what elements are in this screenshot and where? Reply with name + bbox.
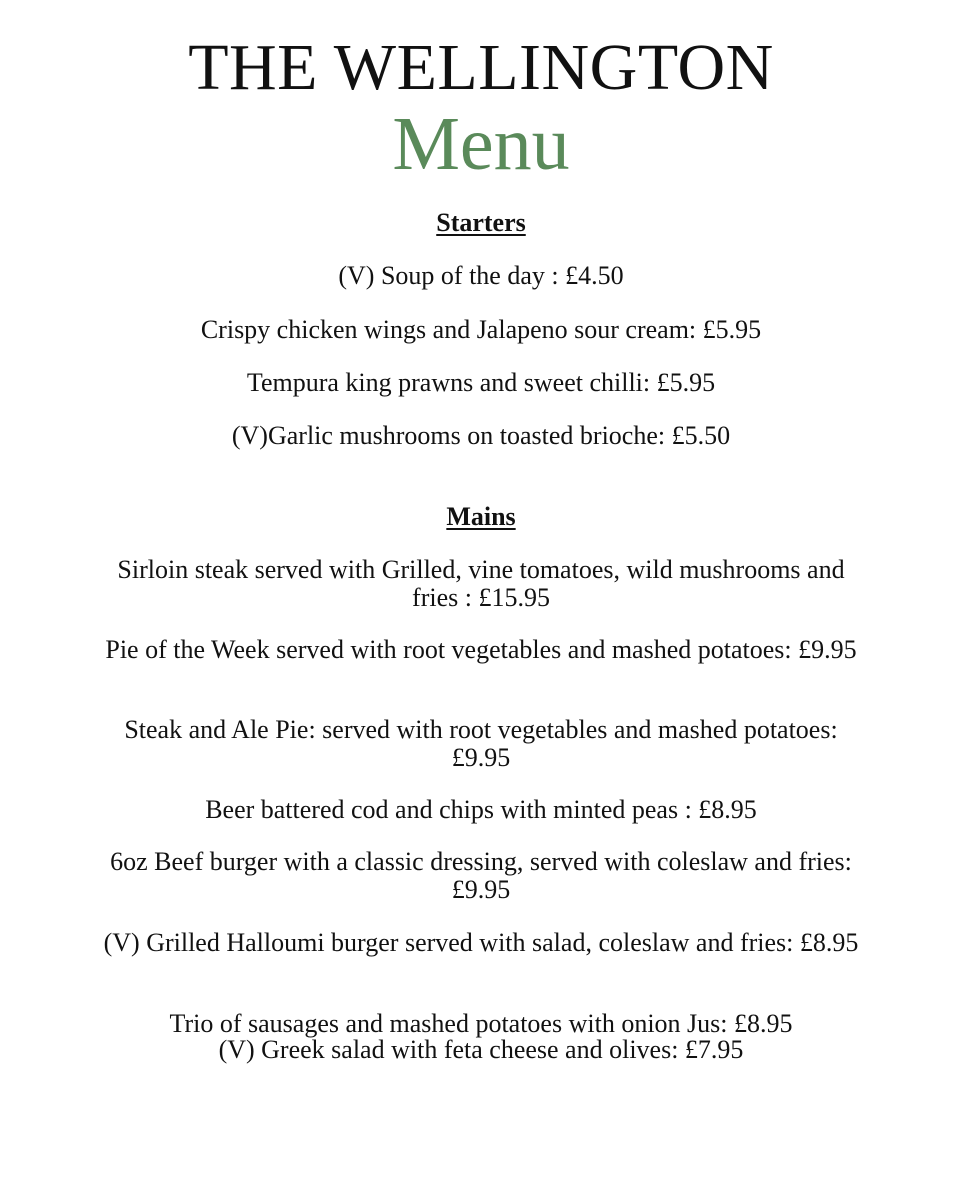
starter-item: Crispy chicken wings and Jalapeno sour cream: £5.95 (200, 315, 762, 344)
main-item: (V) Greek salad with feta cheese and olives: £7.95 (218, 1035, 744, 1064)
menu-title: Menu (392, 102, 570, 186)
main-item: (V) Grilled Halloumi burger served with salad, coleslaw and fries: £8.95 (103, 928, 859, 957)
restaurant-name: THE WELLINGTON (188, 31, 774, 104)
main-item: Sirloin steak served with Grilled, vine tomatoes, wild mushrooms and fries : £15.95 (117, 555, 845, 612)
starter-item: (V) Soup of the day : £4.50 (338, 261, 624, 290)
main-item: 6oz Beef burger with a classic dressing, served with coleslaw and fries: £9.95 (110, 847, 852, 904)
starters-heading: Starters (436, 208, 526, 237)
main-item: Trio of sausages and mashed potatoes with onion Jus: £8.95 (169, 1009, 793, 1038)
starter-item: Tempura king prawns and sweet chilli: £5.95 (246, 368, 716, 397)
main-item: Beer battered cod and chips with minted peas : £8.95 (205, 795, 757, 824)
main-item: Steak and Ale Pie: served with root vegetables and mashed potatoes: £9.95 (124, 715, 838, 772)
mains-heading: Mains (446, 502, 516, 531)
starter-item: (V)Garlic mushrooms on toasted brioche: £5.50 (231, 421, 731, 450)
main-item: Pie of the Week served with root vegetables and mashed potatoes: £9.95 (105, 635, 857, 664)
